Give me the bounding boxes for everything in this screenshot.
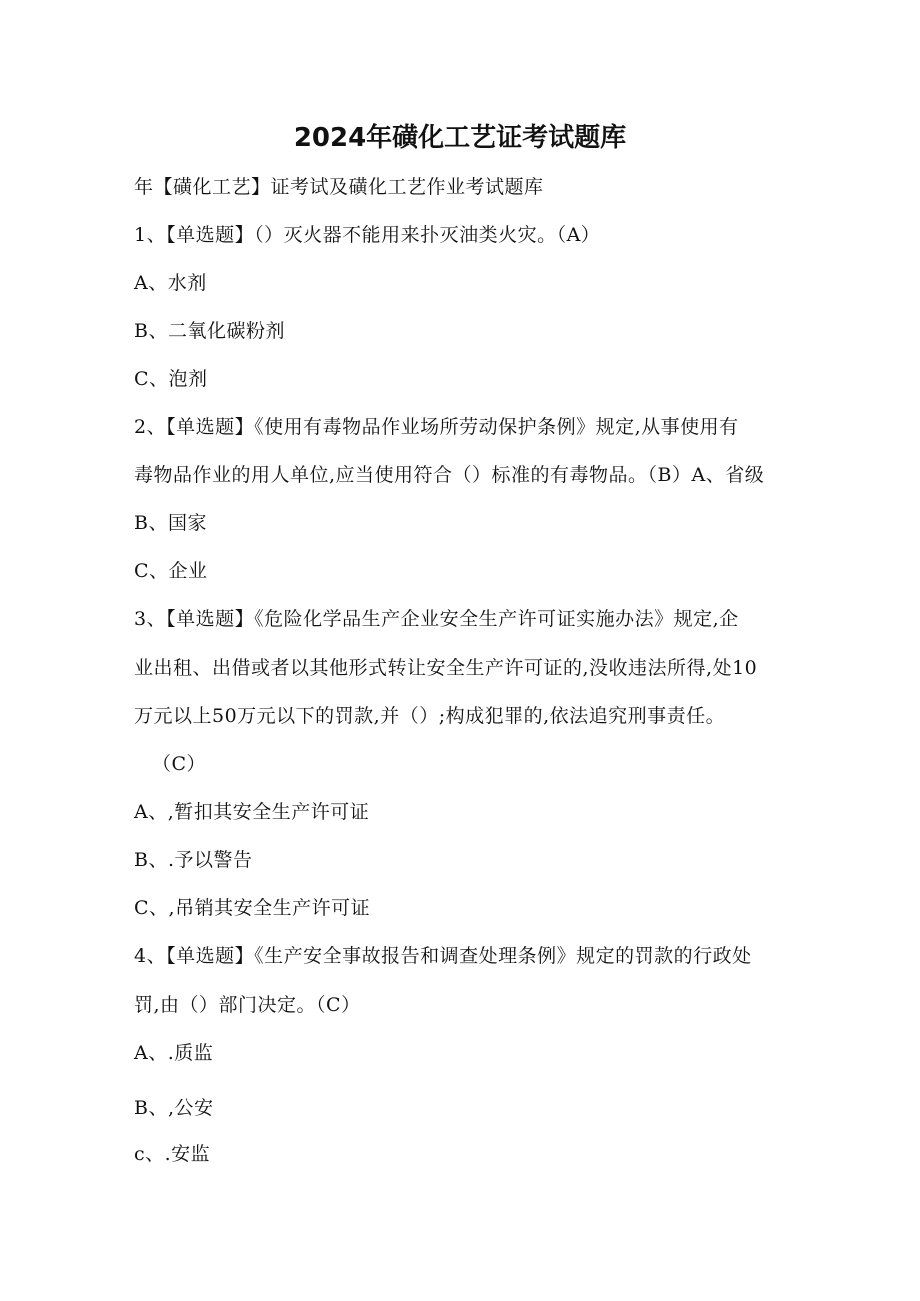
question-4-text-line-2: 罚,由（）部门决定。（C）: [134, 994, 361, 1016]
question-4-option-c: c、.安监: [134, 1143, 211, 1165]
question-4-option-a: A、.质监: [134, 1042, 214, 1064]
question-1-text: 1、【单选题】（）灭火器不能用来扑灭油类火灾。（A）: [134, 224, 601, 246]
question-4-option-b: B、,公安: [134, 1097, 214, 1119]
question-3-answer: （C）: [152, 753, 207, 775]
question-1-option-a: A、水剂: [134, 272, 207, 294]
question-4-text-line-1: 4、【单选题】《生产安全事故报告和调查处理条例》规定的罚款的行政处: [134, 945, 752, 967]
question-3-text-line-1: 3、【单选题】《危险化学品生产企业安全生产许可证实施办法》规定,企: [134, 608, 739, 630]
question-3-text-line-3: 万元以上50万元以下的罚款,并（）;构成犯罪的,依法追究刑事责任。: [134, 705, 726, 727]
question-2-option-b: B、国家: [134, 512, 207, 534]
subtitle-line: 年【磺化工艺】证考试及磺化工艺作业考试题库: [134, 176, 544, 198]
question-2-text-line-1: 2、【单选题】《使用有毒物品作业场所劳动保护条例》规定,从事使用有: [134, 416, 739, 438]
question-3-option-a: A、,暂扣其安全生产许可证: [134, 801, 370, 823]
question-2-text-line-2: 毒物品作业的用人单位,应当使用符合（）标准的有毒物品。（B）A、省级: [134, 464, 765, 486]
question-3-option-c: C、,吊销其安全生产许可证: [134, 897, 371, 919]
question-1-option-b: B、二氧化碳粉剂: [134, 320, 285, 342]
question-2-option-c: C、企业: [134, 560, 208, 582]
question-1-option-c: C、泡剂: [134, 368, 208, 390]
question-3-option-b: B、.予以警告: [134, 849, 253, 871]
document-title: 2024年磺化工艺证考试题库: [293, 123, 627, 153]
question-3-text-line-2: 业出租、出借或者以其他形式转让安全生产许可证的,没收违法所得,处10: [134, 657, 758, 679]
